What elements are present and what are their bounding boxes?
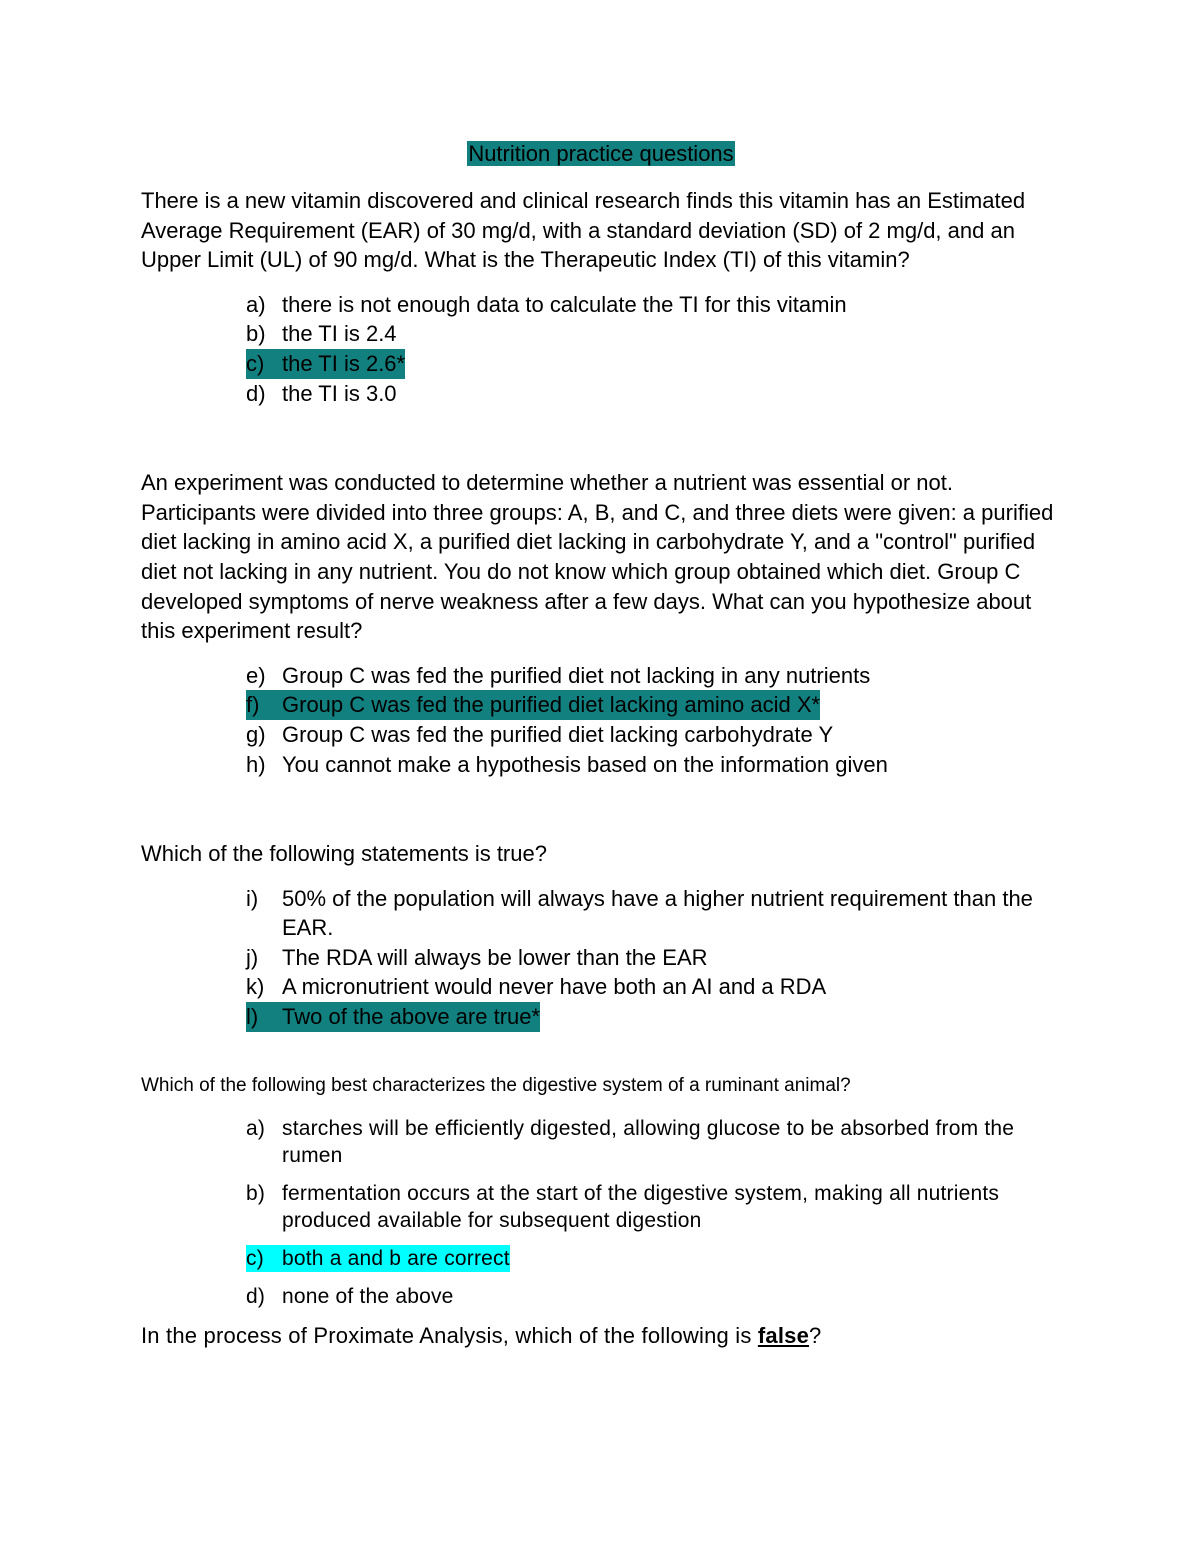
option-item: d) the TI is 3.0	[246, 380, 397, 406]
option-item-correct: f) Group C was fed the purified diet lacking amino acid X*	[246, 690, 1061, 720]
option-item: i) 50% of the population will always have a higher nutrient requirement than the EAR.	[246, 885, 1033, 941]
option-item: e) Group C was fed the purified diet not lacking in any nutrients	[246, 662, 871, 688]
question-3-options	[141, 884, 1061, 1032]
option-item: g) Group C was fed the purified diet lacking carbohydrate Y	[246, 721, 834, 747]
question-5: In the process of Proximate Analysis, which of the following is false?	[141, 1322, 822, 1348]
option-item: j) The RDA will always be lower than the EAR	[246, 944, 708, 970]
spacer	[141, 1032, 1061, 1073]
question-2: An experiment was conducted to determine whether a nutrient was essential or not. Participants were divided into three groups: A, B, and C, and three diets were given: a purified diet lacking in amino acid X, a purified diet lacking in carbohydrate Y, and a "control" purified diet not lacking in any nutrient. You do not know which group obtained which diet. Group C developed symptoms of nerve weakness after a few days. What can you hypothesize about this experiment result?	[141, 470, 1054, 644]
spacer	[141, 408, 1061, 468]
spacer	[141, 779, 1061, 839]
title-row	[141, 140, 1061, 168]
question-1-options	[141, 290, 1061, 408]
question-2-options	[141, 661, 1061, 779]
option-item: k) A micronutrient would never have both an AI and a RDA	[246, 974, 827, 1000]
emphasis-false: false	[757, 1322, 810, 1348]
option-item: b) fermentation occurs at the start of the digestive system, making all nutrients produced available for subsequent digestion	[246, 1181, 1000, 1232]
question-1: There is a new vitamin discovered and clinical research finds this vitamin has an Estimated Average Requirement (EAR) of 30 mg/d, with a standard deviation (SD) of 2 mg/d, and an Upper Limit (UL) of 90 mg/d. What is the Therapeutic Index (TI) of this vitamin?	[141, 188, 1026, 273]
option-item-correct: c) the TI is 2.6*	[246, 349, 1061, 379]
question-4-options	[141, 1115, 1061, 1310]
question-4: Which of the following best characterizes the digestive system of a ruminant animal?	[141, 1074, 851, 1096]
option-item: a) there is not enough data to calculate the TI for this vitamin	[246, 291, 847, 317]
option-item: a) starches will be efficiently digested, allowing glucose to be absorbed from the rumen	[246, 1116, 1015, 1167]
option-item-correct: c) both a and b are correct	[246, 1246, 510, 1270]
option-item: h) You cannot make a hypothesis based on the information given	[246, 751, 888, 777]
option-item: d) none of the above	[246, 1284, 454, 1308]
option-item: b) the TI is 2.4	[246, 321, 397, 347]
question-3: Which of the following statements is true?	[141, 841, 547, 867]
option-item-correct: l) Two of the above are true*	[246, 1002, 1061, 1032]
page-title: Nutrition practice questions	[468, 141, 734, 166]
document-page	[141, 140, 1061, 1350]
